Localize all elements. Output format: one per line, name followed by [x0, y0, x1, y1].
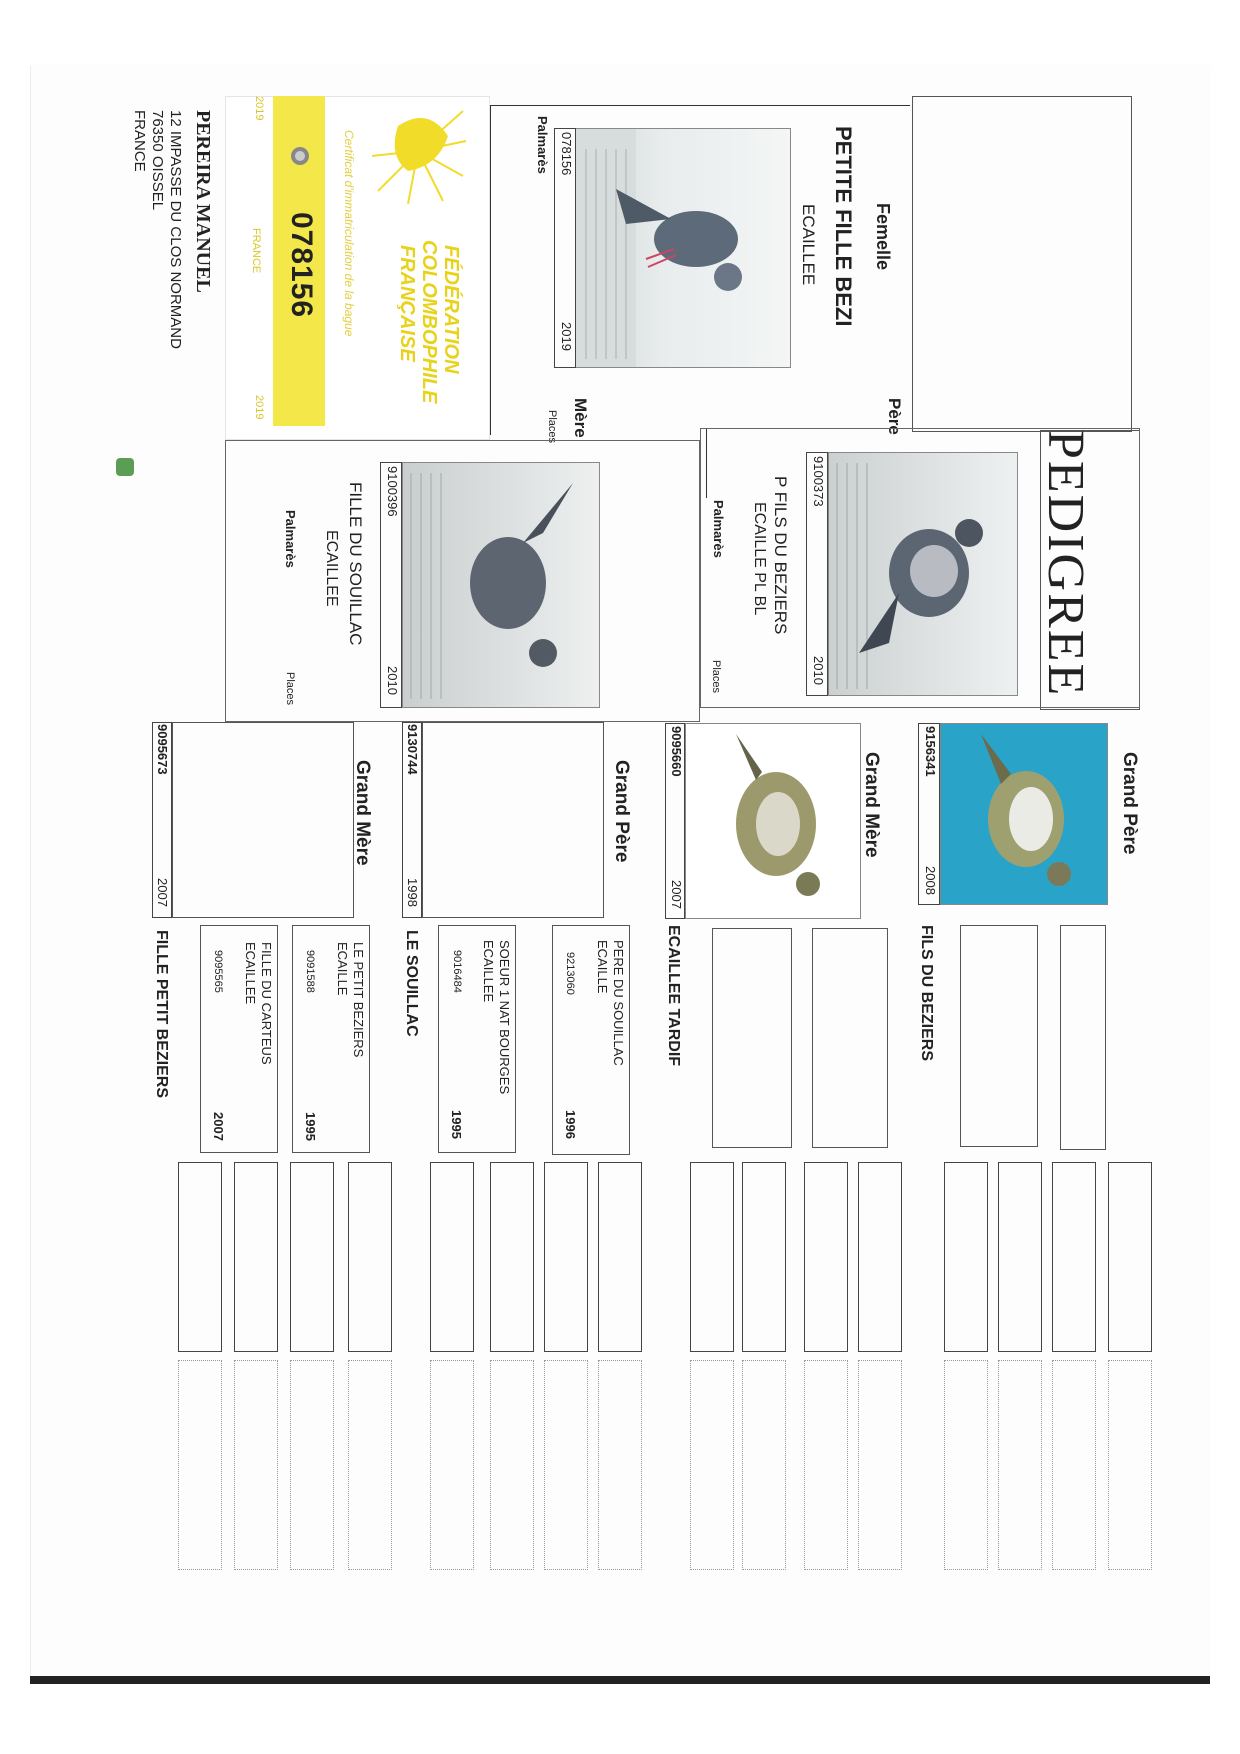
owner-address1: 12 IMPASSE DU CLOS NORMAND — [167, 110, 184, 349]
gen6-box-2 — [1052, 1360, 1096, 1570]
gen6-box-12 — [430, 1360, 474, 1570]
pere-year: 2010 — [811, 656, 826, 685]
gen5-box-3 — [998, 1162, 1042, 1352]
ggp1-year: 1996 — [563, 1110, 578, 1139]
pere-color: ECAILLE PL BL — [751, 502, 768, 616]
gen6-box-11 — [490, 1360, 534, 1570]
ggp3-name: LE PETIT BEZIERS — [351, 942, 366, 1058]
pere-name: P FILS DU BEZIERS — [771, 476, 790, 635]
subject-palmares: Palmarès — [535, 116, 550, 174]
ggp4-ring: 9095565 — [212, 950, 224, 993]
gen6-box-1 — [1108, 1360, 1152, 1570]
ggp4-name: FILLE DU CARTEUS — [259, 942, 274, 1065]
gen5-box-7 — [742, 1162, 786, 1352]
gen5-box-9 — [598, 1162, 642, 1352]
gp1-role: Grand Père — [1119, 752, 1140, 855]
gp3-role: Grand Père — [611, 760, 632, 863]
ggp2-name: SOEUR 1 NAT BOURGES — [497, 940, 512, 1095]
gp3-ring: 9130744 — [405, 724, 420, 775]
gen5-box-4 — [944, 1162, 988, 1352]
gen5-box-13 — [348, 1162, 392, 1352]
mere-year: 2010 — [385, 666, 400, 695]
gp2-ring: 9095660 — [669, 726, 684, 777]
gen5-box-8 — [690, 1162, 734, 1352]
gp4-ring: 9095673 — [155, 724, 170, 775]
mere-frame — [225, 440, 700, 722]
gp2-role: Grand Mère — [861, 752, 882, 858]
ggp1-name: PERE DU SOUILLAC — [611, 940, 626, 1066]
gen6-box-10 — [544, 1360, 588, 1570]
cert-org-line2: COLOMBOPHILE — [418, 240, 440, 404]
gen6-box-3 — [998, 1360, 1042, 1570]
owner-address2: 76350 OISSEL — [149, 110, 166, 211]
gen6-box-14 — [290, 1360, 334, 1570]
cert-caption: Certificat d'immatriculation de la bague — [342, 130, 356, 337]
gen6-box-9 — [598, 1360, 642, 1570]
gen5-box-11 — [490, 1162, 534, 1352]
gp4-name: FILLE PETIT BEZIERS — [153, 930, 170, 1099]
gp1-photo — [940, 723, 1108, 905]
ggp4-year: 2007 — [211, 1112, 226, 1141]
gen6-box-5 — [858, 1360, 902, 1570]
gen5-box-15 — [234, 1162, 278, 1352]
pere-role: Père — [885, 398, 904, 435]
subject-year: 2019 — [559, 322, 574, 351]
subject-vline — [490, 105, 491, 435]
pedigree-title: PEDIGREE — [1037, 430, 1094, 698]
owner-name: PEREIRA MANUEL — [192, 110, 214, 293]
gen5-box-5 — [858, 1162, 902, 1352]
gen5-box-12 — [430, 1162, 474, 1352]
scan-edge — [30, 1676, 1210, 1684]
gen5-box-16 — [178, 1162, 222, 1352]
ggp-box-1 — [1060, 925, 1106, 1150]
gp3-photo-box — [422, 722, 604, 918]
gp4-role: Grand Mère — [352, 760, 373, 866]
pere-frame — [700, 428, 1140, 708]
gp1-ring: 9156341 — [923, 726, 938, 777]
gp3-name: LE SOUILLAC — [403, 930, 420, 1037]
gen5-box-2 — [1052, 1162, 1096, 1352]
gen5-box-1 — [1108, 1162, 1152, 1352]
gen6-box-16 — [178, 1360, 222, 1570]
mere-ring: 9100396 — [385, 466, 400, 517]
ggp2-ring: 9016484 — [451, 950, 463, 993]
subject-photo-frame — [912, 96, 1132, 432]
gp3-year: 1998 — [405, 878, 420, 907]
gp1-year: 2008 — [923, 866, 938, 895]
cert-stamp-icon — [288, 142, 312, 170]
gen6-box-6 — [804, 1360, 848, 1570]
ggp-box-4 — [712, 928, 792, 1148]
gen5-box-6 — [804, 1162, 848, 1352]
cert-org-line3: FRANÇAISE — [396, 245, 418, 362]
pere-palmares: Palmarès — [711, 500, 726, 558]
subject-color: ECAILLEE — [799, 204, 818, 286]
ggp3-year: 1995 — [303, 1112, 318, 1141]
ggp3-color: ECAILLE — [335, 942, 350, 996]
ggp-box-3 — [812, 928, 888, 1148]
subject-hline — [490, 105, 910, 106]
mere-palmares: Palmarès — [283, 510, 298, 568]
gp4-year: 2007 — [155, 878, 170, 907]
gen6-box-4 — [944, 1360, 988, 1570]
mere-color: ECAILLEE — [323, 530, 340, 607]
gp2-photo — [685, 723, 861, 919]
subject-name: PETITE FILLE BEZI — [831, 126, 856, 327]
gp1-name: FILS DU BEZIERS — [918, 925, 935, 1062]
gen5-box-10 — [544, 1162, 588, 1352]
mere-places-top: Places — [546, 410, 558, 444]
mere-name: FILLE DU SOUILLAC — [346, 482, 365, 646]
cert-country: FRANCE — [250, 228, 262, 274]
cert-year-left: 2019 — [253, 96, 265, 121]
ggp2-year: 1995 — [449, 1110, 464, 1139]
gp4-photo-box — [172, 722, 354, 918]
pere-places: Places — [710, 660, 722, 694]
cert-ring: 078156 — [285, 212, 318, 319]
ggp2-color: ECAILLEE — [481, 940, 496, 1003]
mere-role: Mère — [571, 398, 590, 438]
owner-country: FRANCE — [131, 110, 148, 172]
gen5-box-14 — [290, 1162, 334, 1352]
ggp-box-2 — [960, 925, 1038, 1147]
recycle-icon — [116, 458, 134, 476]
subject-ring: 078156 — [559, 132, 574, 176]
gen6-box-13 — [348, 1360, 392, 1570]
gp2-name: ECAILLEE TARDIF — [665, 925, 682, 1067]
pere-ring: 9100373 — [811, 456, 826, 507]
ggp4-color: ECAILLEE — [243, 942, 258, 1005]
gp2-year: 2007 — [669, 880, 684, 909]
gen6-box-7 — [742, 1360, 786, 1570]
gen6-box-15 — [234, 1360, 278, 1570]
subject-photo — [575, 128, 791, 368]
subject-sex: Femelle — [873, 203, 893, 271]
ggp3-ring: 9091588 — [304, 950, 316, 993]
gen6-box-8 — [690, 1360, 734, 1570]
cert-year-right: 2019 — [253, 395, 265, 420]
cert-org-line1: FÉDÉRATION — [440, 245, 462, 374]
ggp1-ring: 9213060 — [564, 952, 576, 995]
mere-places: Places — [284, 672, 296, 706]
ffc-logo-icon — [368, 96, 468, 206]
ggp1-color: ECAILLE — [595, 940, 610, 994]
